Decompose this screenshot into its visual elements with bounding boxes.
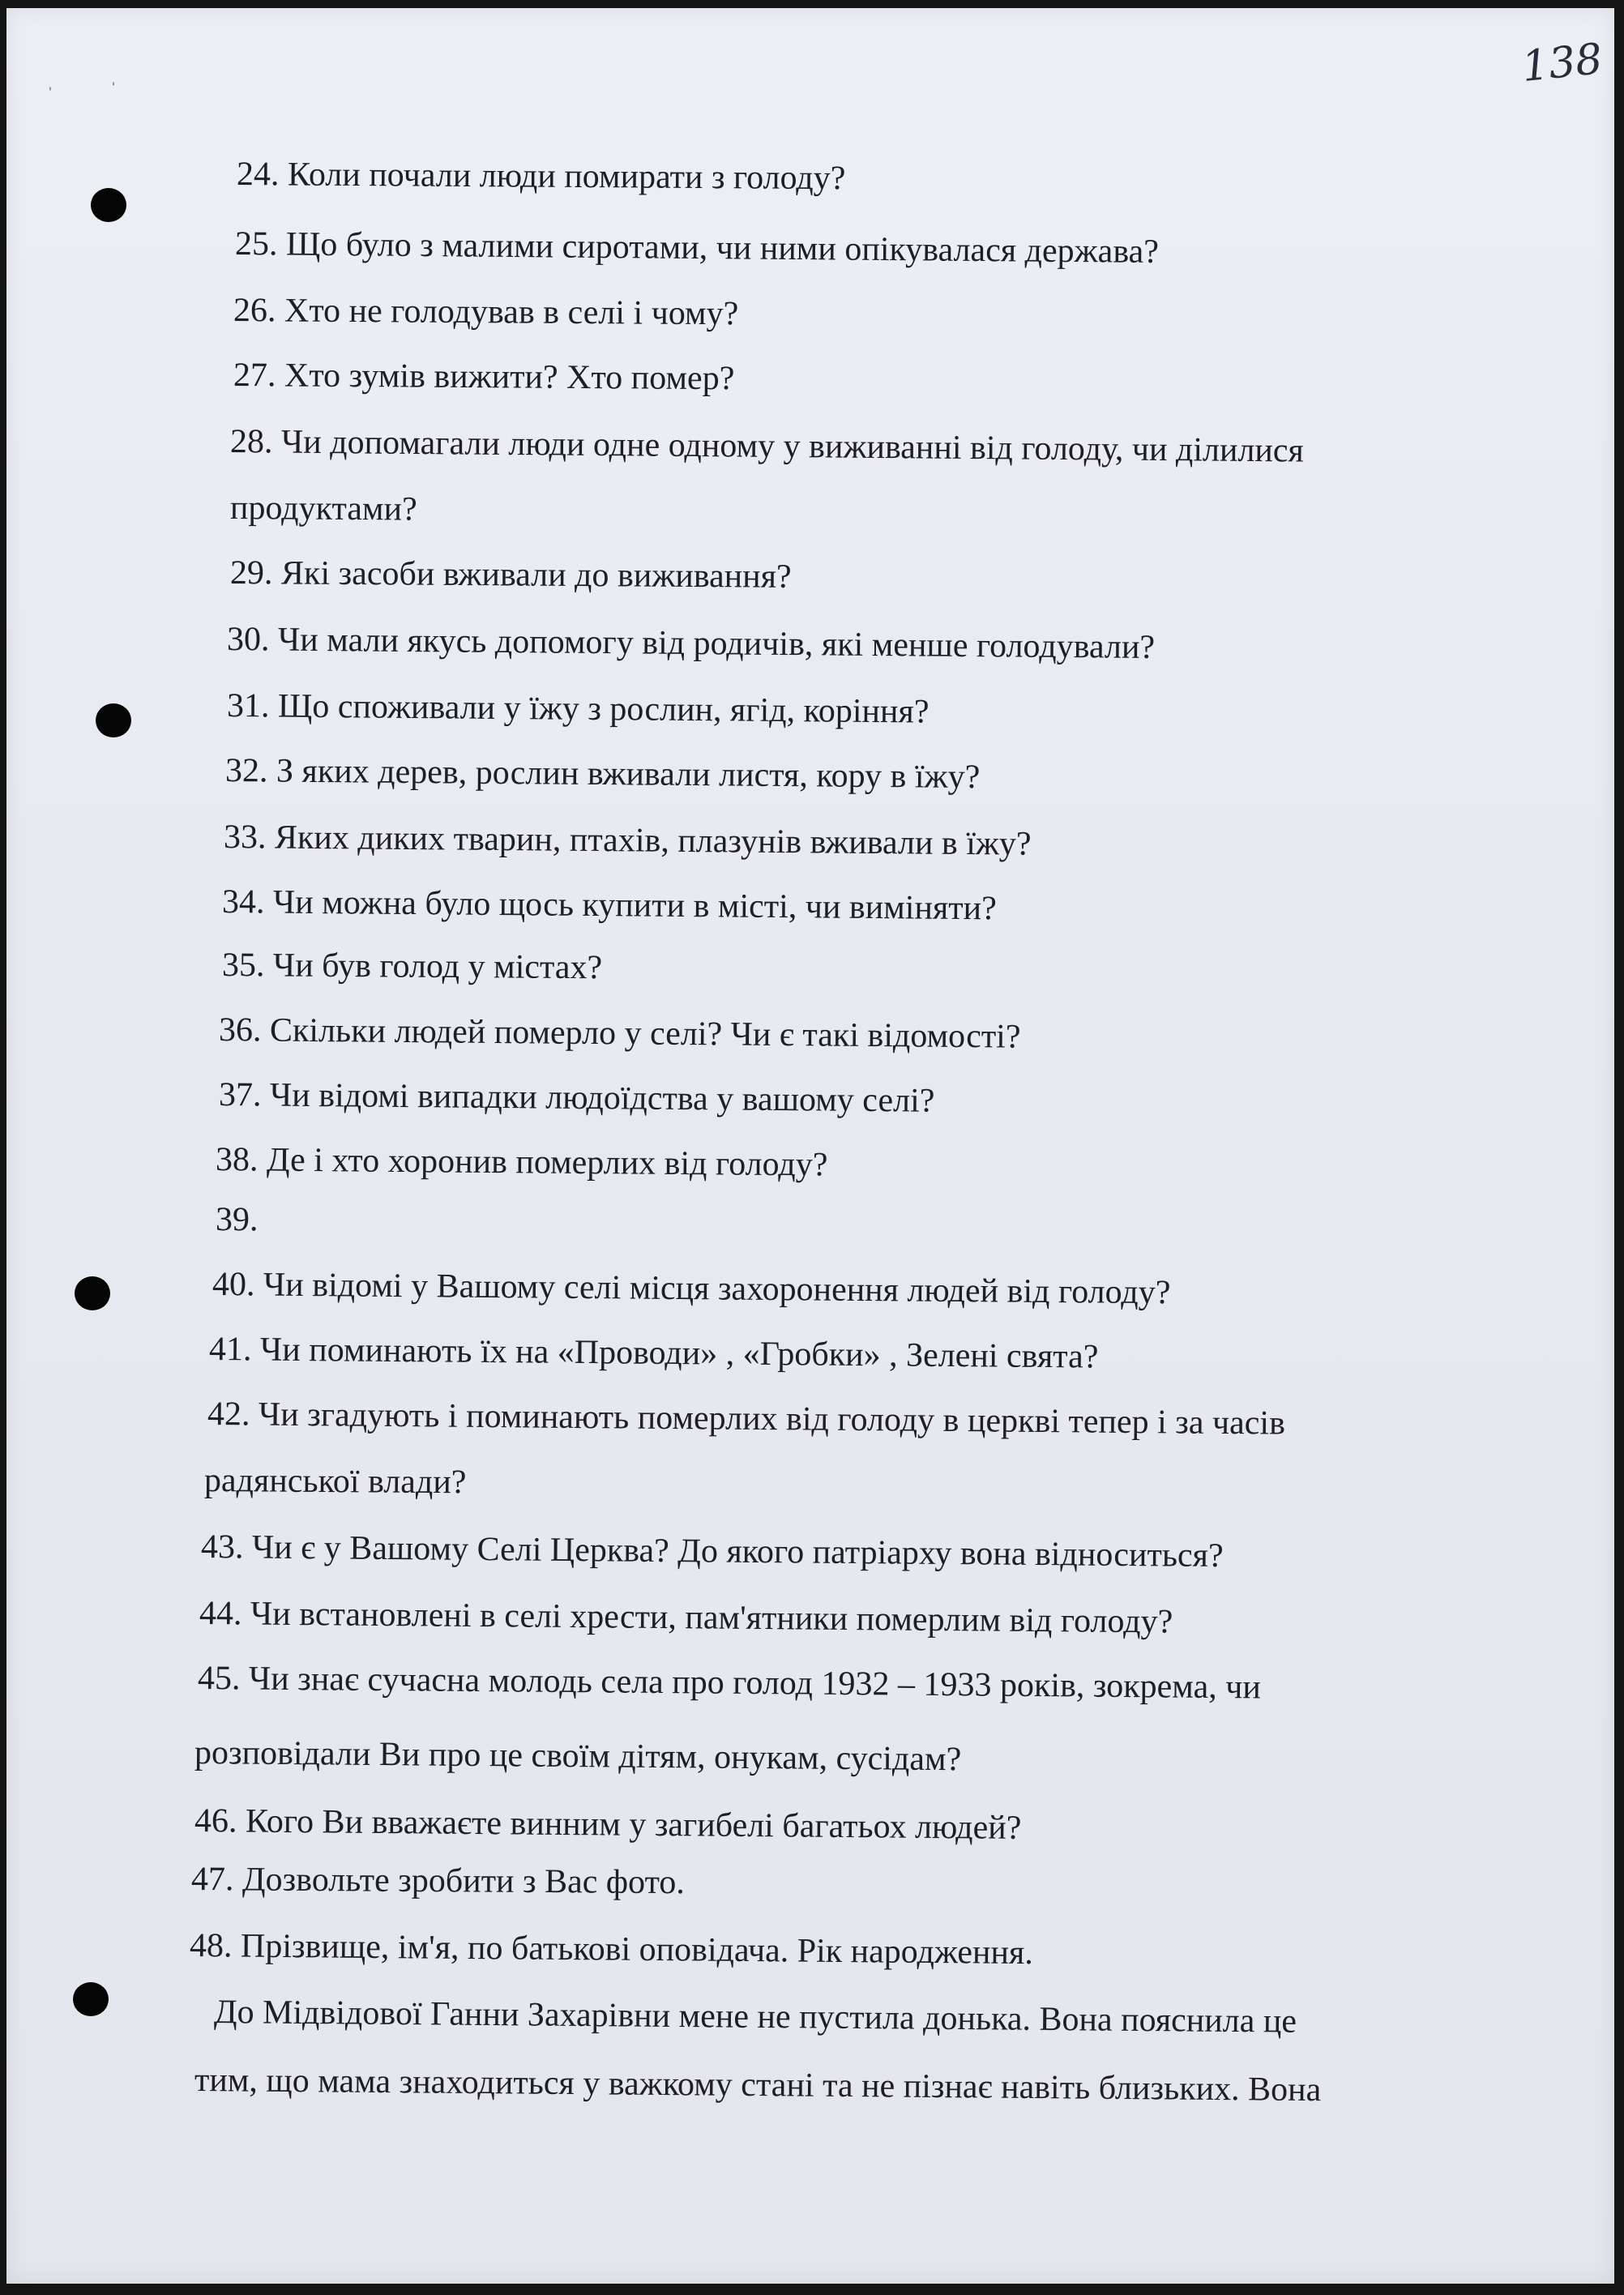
question-line: 37. Чи відомі випадки людоїдства у вашому селі?	[218, 1076, 935, 1120]
question-line: 34. Чи можна було щось купити в місті, чи виміняти?	[221, 883, 997, 928]
question-line: 27. Хто зумів вижити? Хто помер?	[233, 357, 735, 398]
question-line: 39.	[215, 1201, 259, 1239]
question-line: 46. Кого Ви вважаєте винним у загибелі багатьох людей?	[194, 1802, 1022, 1847]
question-line: 33. Яких диких тварин, птахів, плазунів вживали в їжу?	[223, 818, 1032, 863]
question-line: 24. Коли почали люди помирати з голоду?	[236, 156, 846, 198]
question-line: 38. Де і хто хоронив померлих від голоду?	[215, 1141, 828, 1184]
paper-sheet	[6, 8, 1614, 2284]
question-line: 30. Чи мали якусь допомогу від родичів, які менше голодували?	[226, 621, 1156, 666]
question-line-continuation: радянської влади?	[203, 1462, 467, 1502]
question-line: 26. Хто не голодував в селі і чому?	[233, 292, 739, 333]
question-line: 40. Чи відомі у Вашому селі місця захоронення людей від голоду?	[212, 1266, 1171, 1312]
question-line: 48. Прізвище, ім'я, по батькові оповідача. Рік народження.	[189, 1927, 1034, 1972]
corner-mark: '	[112, 81, 115, 94]
question-line: 43. Чи є у Вашому Селі Церква? До якого патріарху вона відноситься?	[200, 1528, 1224, 1575]
question-line: 42. Чи згадують і поминають померлих від голоду в церкві тепер і за часів	[207, 1395, 1286, 1442]
question-line: 29. Які засоби вживали до виживання?	[229, 554, 792, 596]
question-line: 41. Чи поминають їх на «Проводи» , «Гробки» , Зелені свята?	[208, 1331, 1099, 1376]
narrative-paragraph-line: тим, що мама знаходиться у важкому стані та не пізнає навіть близьких. Вона	[194, 2062, 1322, 2109]
question-line: 45. Чи знає сучасна молодь села про голод 1932 – 1933 років, зокрема, чи	[197, 1660, 1262, 1707]
question-line: 36. Скільки людей померло у селі? Чи є такі відомості?	[218, 1011, 1021, 1056]
question-line-continuation: розповідали Ви про це своїм дітям, онукам, сусідам?	[194, 1734, 962, 1779]
question-line: 47. Дозвольте зробити з Вас фото.	[190, 1861, 686, 1902]
question-line: 31. Що споживали у їжу з рослин, ягід, коріння?	[226, 687, 930, 731]
question-line: 28. Чи допомагали люди одне одному у виживанні від голоду, чи ділилися	[229, 423, 1305, 470]
question-line: 25. Що було з малими сиротами, чи ними опікувалася держава?	[234, 225, 1160, 271]
question-list	[6, 8, 1614, 2284]
corner-mark: '	[49, 86, 52, 99]
question-line: 32. З яких дерев, рослин вживали листя, кору в їжу?	[224, 752, 981, 797]
question-line: 44. Чи встановлені в селі хрести, пам'ятники померлим від голоду?	[199, 1595, 1173, 1641]
question-line-continuation: продуктами?	[229, 489, 417, 528]
handwritten-page-number: 138	[1519, 34, 1605, 92]
narrative-paragraph-line: До Мідвідової Ганни Захарівни мене не пустила донька. Вона пояснила це	[213, 1994, 1297, 2041]
question-line: 35. Чи був голод у містах?	[221, 947, 603, 987]
